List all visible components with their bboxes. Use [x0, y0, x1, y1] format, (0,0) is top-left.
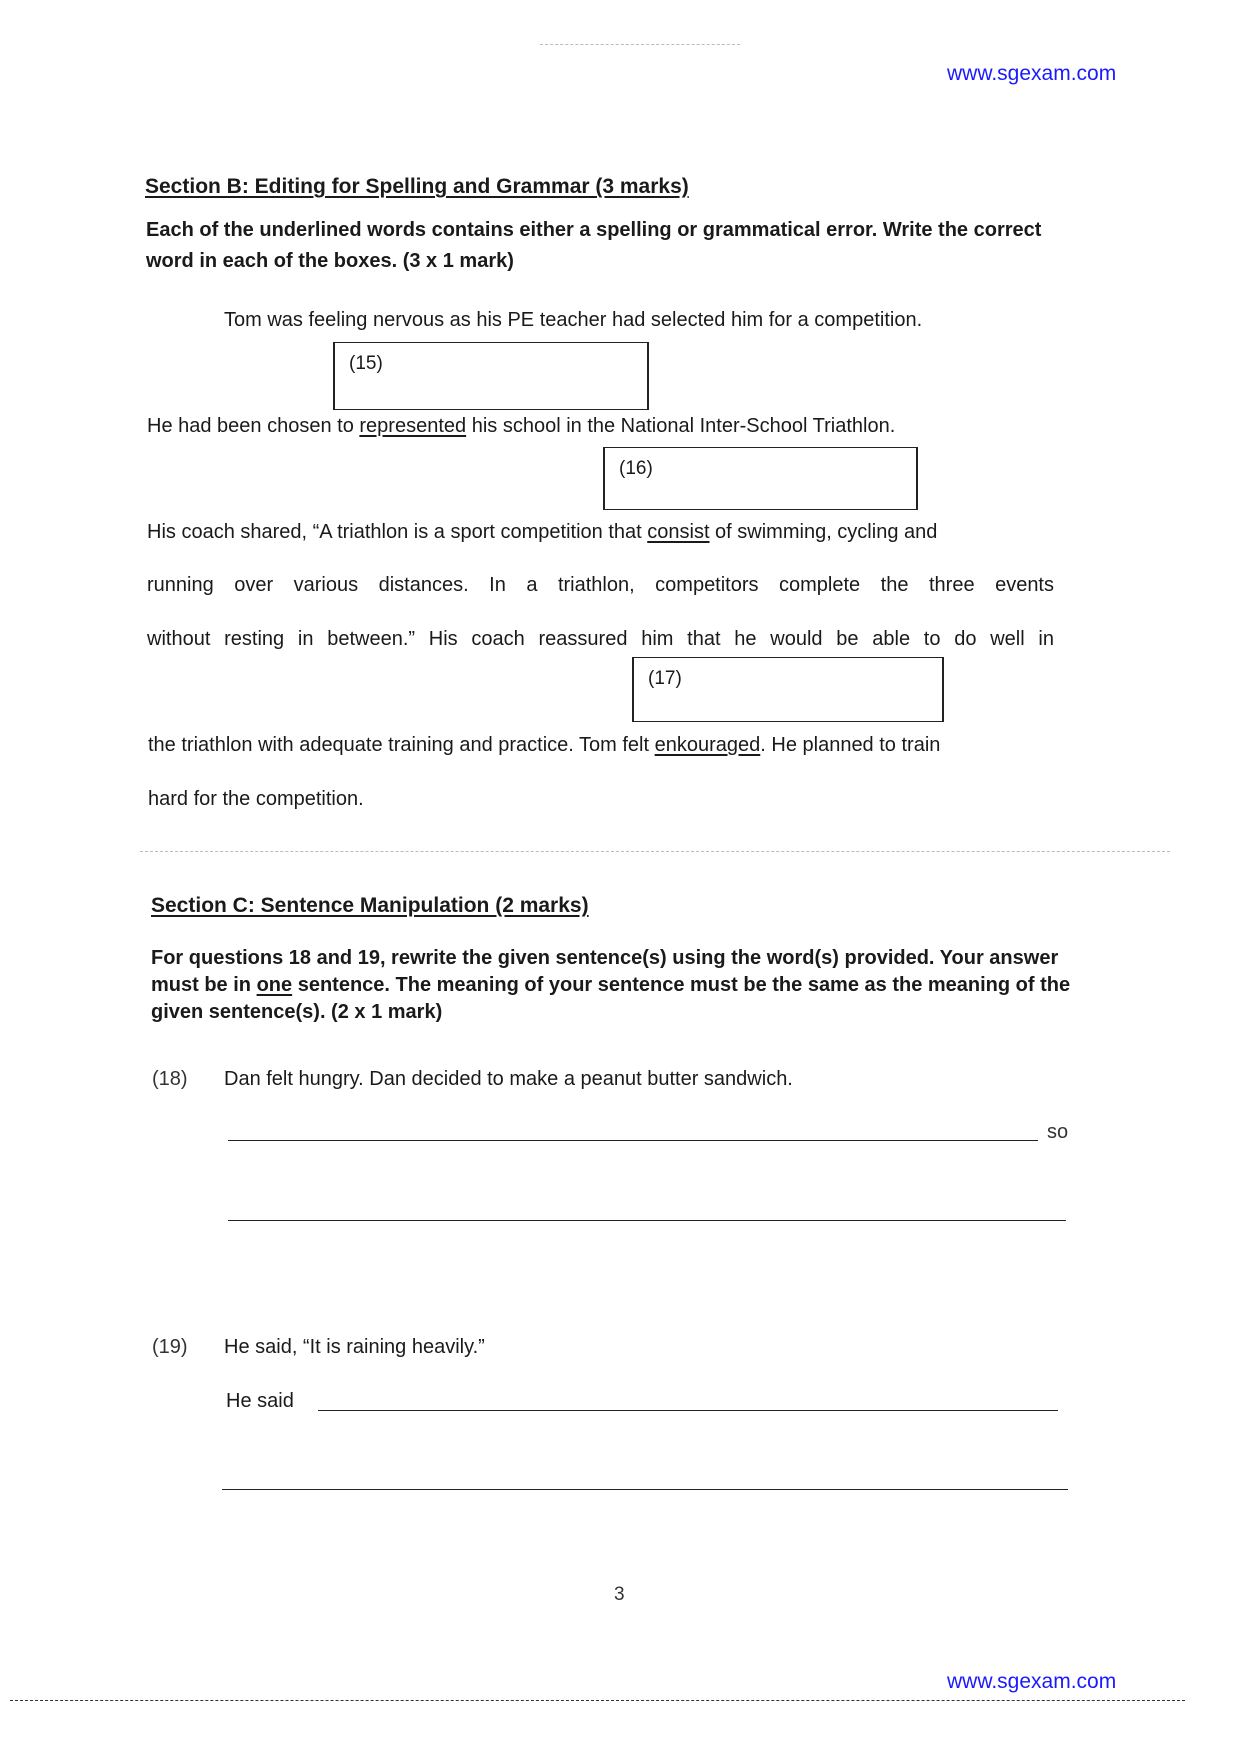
q19-number: (19) — [152, 1336, 188, 1358]
answer-box-15[interactable] — [333, 342, 649, 410]
answer-box-16[interactable] — [603, 447, 918, 510]
scan-mark-divider — [140, 851, 1170, 852]
section-c-instruction — [151, 945, 1076, 1026]
passage-line-1: Tom was feeling nervous as his PE teacher had selected him for a competition. — [224, 309, 923, 331]
passage-line-4: running over various distances. In a triathlon, competitors complete the three events — [147, 574, 1054, 596]
q18-answer-line-1[interactable] — [228, 1140, 1038, 1141]
page-number: 3 — [614, 1584, 625, 1605]
answer-box-16-label: (16) — [619, 458, 653, 479]
q19-answer-line-2[interactable] — [222, 1489, 1068, 1490]
q18-answer-line-2[interactable] — [228, 1220, 1066, 1221]
line-3-text-after: of swimming, cycling and — [709, 521, 938, 543]
q18-given-word: so — [1047, 1121, 1069, 1143]
q19-prompt: He said — [226, 1390, 294, 1412]
section-b-title: Section B: Editing for Spelling and Grammar (3 marks) — [145, 175, 689, 198]
instruction-underlined-one: one — [256, 974, 293, 996]
footer-website: www.sgexam.com — [947, 1670, 1117, 1693]
instruction-part-1: For questions 18 and 19, rewrite the given sentence(s) using the word(s) provided. Your answer must be in — [151, 947, 1059, 996]
footer-scan-line — [10, 1700, 1185, 1701]
underlined-error-enkouraged: enkouraged — [654, 734, 761, 756]
underlined-error-consist: consist — [647, 521, 710, 543]
passage-line-2 — [147, 415, 895, 438]
instruction-part-2: sentence. The meaning of your sentence must be the same as the meaning of the given sentence(s). (2 x 1 mark) — [151, 974, 1071, 1023]
line-3-text-before: His coach shared, “A triathlon is a sport competition that — [147, 521, 648, 543]
answer-box-15-label: (15) — [349, 353, 383, 374]
line-2-text-before: He had been chosen to — [147, 415, 360, 437]
q18-text: Dan felt hungry. Dan decided to make a peanut butter sandwich. — [224, 1068, 793, 1090]
answer-box-17[interactable] — [632, 657, 944, 722]
line-2-text-after: his school in the National Inter-School Triathlon. — [466, 415, 896, 437]
passage-line-3 — [147, 521, 937, 544]
passage-line-7: hard for the competition. — [148, 788, 364, 810]
passage-line-6 — [148, 734, 940, 757]
underlined-error-represented: represented — [359, 415, 467, 437]
q19-answer-line-1[interactable] — [318, 1410, 1058, 1411]
header-website: www.sgexam.com — [947, 62, 1117, 85]
line-6-text-after: . He planned to train — [760, 734, 941, 756]
scan-mark-top — [540, 44, 740, 45]
answer-box-17-label: (17) — [648, 668, 682, 689]
q19-text: He said, “It is raining heavily.” — [224, 1336, 485, 1358]
section-b-instruction: Each of the underlined words contains either a spelling or grammatical error. Write the correct word in each of the boxes. (3 x 1 mark) — [146, 219, 1042, 272]
section-c-title: Section C: Sentence Manipulation (2 marks) — [151, 894, 589, 917]
passage-line-5: without resting in between.” His coach reassured him that he would be able to do well in — [147, 628, 1054, 650]
q18-number: (18) — [152, 1068, 188, 1090]
line-6-text-before: the triathlon with adequate training and practice. Tom felt — [148, 734, 655, 756]
